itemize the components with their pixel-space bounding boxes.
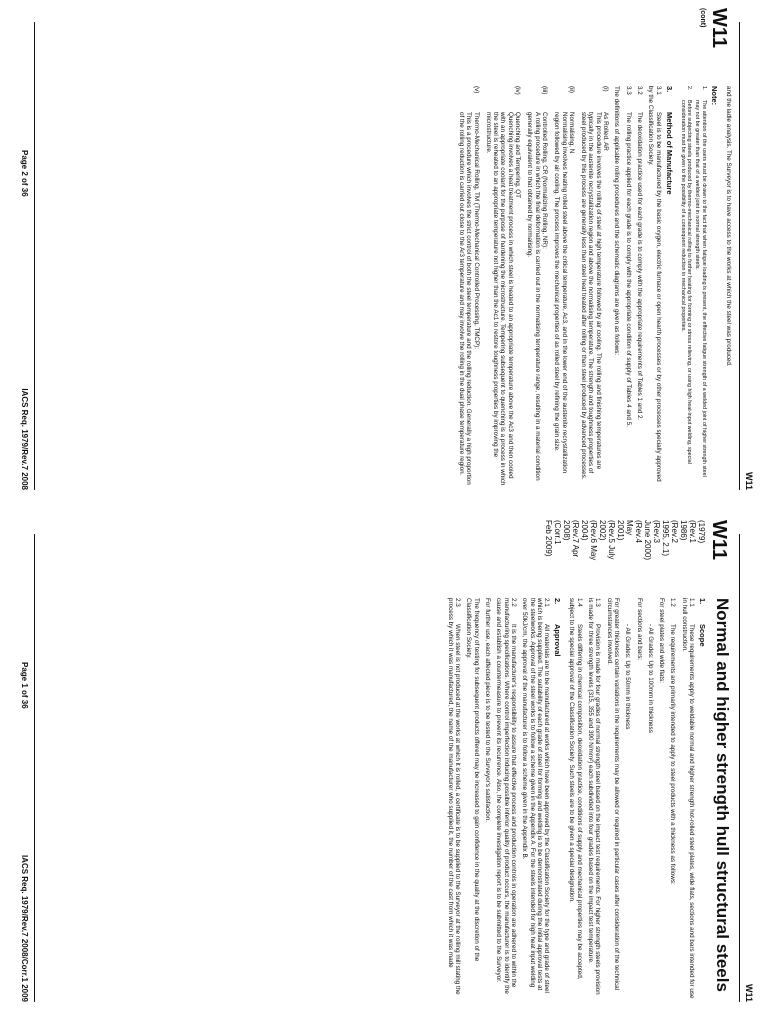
note-heading: Note: — [709, 86, 719, 106]
procedure-normalising — [553, 86, 575, 488]
clause-number: 3.2 — [635, 86, 643, 95]
paragraph-3-2 — [636, 86, 643, 488]
clause-text: When steel is not produced at the works at which it is rolled, a certificate is to be supplied to the Surveyor at the rolling mill stating the process by which it was manufactured, the name of the manufacturer who supplied it, the number of the cast from which it was made — [446, 598, 462, 995]
revision-line: June 2000) — [643, 520, 652, 561]
side-column — [544, 520, 730, 588]
procedure-text: Normalising involves heating rolled steel above the critical temperature, Ac3, and in the lower end of the austenite recrystallization region followed by air cooling. The process improves the mechanical properties of as rolled steel by refining the grain size. — [553, 112, 568, 474]
note-number: 2. — [686, 86, 693, 91]
clause-text: It is the manufacturer's responsibility to assure that effective process and production controls in operation are adhered to within the manufacturing specifications. Where control imperfection inducing possible inferior quality of product occurs, the manufacturer is to identify the cause and establish a countermeasure to prevent its recurrence. Also, the complete investigation report is to be submitted to the Surveyor. — [495, 598, 517, 994]
revision-line: 2004) — [580, 520, 589, 541]
revision-line: (Corr.1 — [553, 520, 562, 545]
revision-history — [544, 520, 706, 588]
paragraph-3-1 — [647, 86, 662, 488]
section-heading-manufacture — [665, 86, 674, 488]
procedure-number: (i) — [602, 86, 610, 92]
procedure-title: Thermo-Mechanical Rolling, TM (Thermo-Mechanical Controlled Processing, TMCP): — [472, 112, 480, 350]
paragraph-3-3 — [624, 86, 631, 488]
definitions-text: The definitions of applicable rolling procedures and the schematic diagrams are given as follows: — [613, 86, 621, 356]
section-heading-approval — [553, 598, 562, 1000]
paragraph-2-1 — [521, 598, 550, 1000]
plates-label: For steel plates and wide flats: — [658, 598, 666, 684]
revision-line: (Rev.4 — [634, 520, 643, 543]
clause-number: 1.1 — [688, 598, 695, 607]
clause-text: The rolling practice applied for each grade is to comply with the appropriate condition of supply of Tables 4 and 5. — [624, 112, 632, 427]
clause-number: 1.4 — [575, 598, 583, 607]
procedure-number: (iv) — [514, 86, 522, 95]
procedure-number: (iii) — [540, 86, 548, 95]
clause-text: Provision is made for four grades of normal strength steel based on the impact test requirements. For higher strength steels provision is made for three strength levels (315, 355 and 390 N/mm²) each subdivided into four grades based on the impact test temperature. — [587, 598, 602, 995]
footer-rule — [34, 534, 35, 1002]
procedure-title: Quenching and Tempering, QT — [514, 112, 522, 198]
page-1-region — [0, 512, 768, 1024]
header-rule — [739, 534, 740, 1002]
section-heading-scope — [698, 598, 707, 1000]
side-code: W11 — [708, 520, 730, 561]
procedure-as-rolled — [580, 86, 609, 488]
procedure-quenching-tempering — [485, 86, 521, 488]
revision-line: 2002) — [598, 520, 607, 541]
document-page-1 — [0, 512, 768, 1024]
clause-number: 3.3 — [624, 86, 632, 95]
paragraph-1-1 — [680, 598, 695, 1000]
clause-text: All materials are to be manufactured at works which have been approved by the Classification Society for the type and grade of steel which is being supplied. The suitability of each grade of steel for forming and welding is to be demonstrated during the initial approval tests at the steelworks. Approval of the steel works is to follow a scheme given in the Appendix A. For the steels intended for high heat input welding over 50kJ/cm, the approval of the manufacturer is to follow a scheme given in the Appendix B. — [521, 598, 551, 993]
procedure-number: (v) — [472, 86, 480, 94]
footer-rule — [34, 22, 35, 490]
paragraph-2-3 — [447, 598, 462, 1000]
footer-reference: IACS Req. 1979/Rev.7 2008 — [20, 388, 29, 490]
procedure-title: Controlled Rolling, CR (Normalizing Rolling, NR): — [540, 112, 548, 249]
note-number: 1. — [700, 86, 707, 91]
section-number: 3. — [664, 86, 674, 93]
procedure-thermo-mechanical — [458, 86, 480, 488]
note-text: The attention of the users must be drawn to the fact that when fatigue loading is present, the effective fatigue strength of a welded joint of higher strength steel may not be greater than that of a welded joint in normal strength steels. — [694, 100, 707, 477]
document-title: Normal and higher strength hull structural steels — [713, 598, 732, 992]
paragraph-1-3 — [587, 598, 602, 1000]
revision-line: 1995, 2.1) — [661, 520, 670, 557]
clause-number: 1.2 — [669, 598, 677, 607]
side-column — [699, 8, 730, 76]
revision-line: (Rev.2 — [670, 520, 679, 543]
procedure-text: This is a procedure which involves the strict control of both the steel temperature and the rolling reduction. Generally a high proportion of the rolling reduction is carried out close to the Ar3 temperature and may involve the rolling in the dual phase temperature region. — [457, 112, 473, 485]
footer-reference: IACS Req. 1979/Rev.7 2008/Corr.1 2009 — [20, 854, 29, 1002]
revision-line: (Rev.7 Apr — [571, 520, 580, 558]
clause-text: Steels differing in chemical composition, deoxidation practice, conditions of supply and mechanical properties may be accepted, subject to the special approval of the Classification Society. Such steels are to be given a special designation. — [568, 598, 583, 980]
note-text: Before subjecting steels produced by thermo-mechanical rolling to further heating for forming or stress relieving, or using high heat-input welding, special consideration must be given to the possibility of a consequent reduction in mechanical properties. — [679, 100, 693, 464]
revision-line: 1986) — [679, 520, 688, 541]
procedure-number: (ii) — [567, 86, 575, 93]
sections-item: - All Grades: Up to 50mm in thickness — [624, 624, 632, 730]
note-2 — [680, 86, 693, 488]
revision-line: 2008) — [562, 520, 571, 541]
plates-item: - All Grades: Up to 100mm in thickness — [646, 624, 654, 733]
intro-text: and the ladle analysis. The Surveyor is to have access to the works at which the steel was produced. — [725, 86, 732, 367]
procedure-text: Quenching involves a heat treatment process in which steel is heated to an appropriate temperature above the Ac3 and then cooled with an appropriate coolant for the purpose of hardening the microstructure. Tempering subsequent to quenching is a process in which the steel is reheated to an appropriate temperature not higher than the Ac1 to restore toughness properties by improving the microstructure. — [484, 112, 514, 486]
further-use-text: For further use, each affected piece is to be tested to the Surveyor's satisfaction. — [484, 598, 492, 823]
section-title: Method of Manufacture — [664, 112, 674, 195]
revision-line: (Rev.3 — [652, 520, 661, 543]
revision-line: 2001) — [616, 520, 625, 541]
revision-line: (Rev.1 — [688, 520, 697, 543]
header-code: W11 — [744, 983, 754, 1002]
clause-text: The deoxidation practice used for each grade is to comply with the appropriate requirements of Tables 1 and 2. — [635, 112, 643, 421]
section-title: Scope — [698, 624, 707, 647]
testing-frequency-text: The frequency of testing for subsequent products offered may be increased to gain confidence in the quality at the discretion of the Classification Society. — [465, 598, 480, 962]
revision-line: (Rev.5 July — [607, 520, 616, 560]
clause-number: 2.3 — [454, 598, 462, 607]
procedure-text: A rolling procedure in which the final deformation is carried out in the normalising temperature range, resulting in a material condition generally equivalent to that obtained by normalising. — [526, 112, 541, 481]
clause-text: The requirements are primarily intended to apply to steel products with a thickness as follows: — [669, 624, 677, 885]
clause-number: 2.2 — [509, 598, 517, 607]
clause-text: These requirements apply to weldable normal and higher strength hot-rolled steel plates, wide flats, sections and bars intended for use in hull construction. — [680, 598, 695, 999]
revision-line: May — [625, 520, 634, 536]
footer-page-number: Page 2 of 36 — [20, 150, 29, 197]
side-code: W11 — [708, 8, 730, 49]
section-number: 1. — [698, 598, 707, 605]
revision-line: (1979) — [697, 520, 706, 544]
greater-thickness-text: For greater thickness certain variations in the requirements may be allowed or required in particular cases after consideration of the technical circumstances involved. — [605, 598, 620, 991]
main-content — [443, 598, 732, 1000]
clause-number: 1.3 — [594, 598, 602, 607]
paragraph-2-2 — [495, 598, 517, 1000]
clause-text: Steel is to be manufactured by the basic oxygen, electric furnace or open hearth processes or by other processes specially approved by the Classification Society. — [647, 86, 662, 482]
footer-page-number: Page 1 of 36 — [20, 662, 29, 709]
revision-line: Feb 2009) — [544, 520, 553, 557]
procedure-controlled-rolling — [526, 86, 548, 488]
section-title: Approval — [553, 624, 563, 657]
procedure-title: As Rolled, AR — [602, 112, 610, 151]
paragraph-1-4 — [568, 598, 583, 1000]
revision-line: (Rev.6 May — [589, 520, 598, 561]
procedure-text: This procedure involves the rolling of steel at high temperature followed by air cooling. The rolling and finishing temperatures are typically in the austenite recrystallization region and above the normalising temperature. The strength and toughness properties of steel produced by this process are generally less than steel heat treated after rolling or than steel produced by advanced processes. — [580, 112, 602, 480]
procedure-title: Normalising, N — [567, 112, 575, 154]
header-code: W11 — [744, 471, 754, 490]
note-1 — [694, 86, 707, 488]
main-content — [453, 86, 732, 488]
continued-label: (cont) — [699, 8, 706, 28]
section-number: 2. — [553, 598, 563, 605]
clause-number: 3.1 — [654, 86, 662, 95]
clause-number: 2.1 — [543, 598, 551, 607]
sections-label: For sections and bars: — [635, 598, 643, 661]
paragraph-1-2 — [669, 598, 676, 1000]
header-rule — [739, 22, 740, 490]
